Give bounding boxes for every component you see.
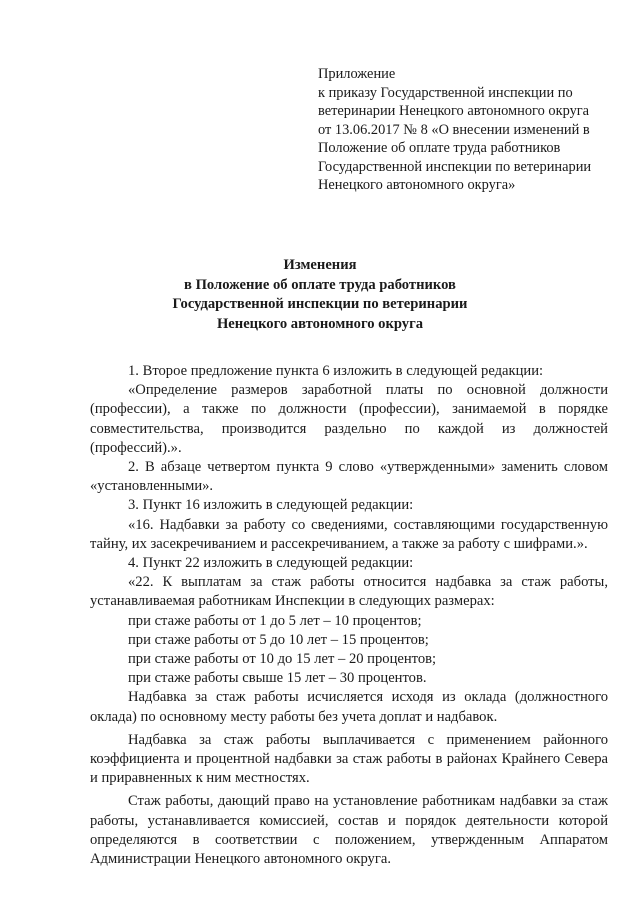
paragraph-quote-2: «16. Надбавки за работу со сведениями, составляющими государственную тайну, их засекречиванием и рассекречиванием, а также за работу с шифрами.». — [90, 516, 608, 552]
paragraph: Надбавка за стаж работы выплачивается с применением районного коэффициента и процентной надбавки за стаж работы в районах Крайнего Севера и приравненных к ним местностях. — [90, 731, 608, 787]
appendix-line: Положение об оплате труда работников — [318, 140, 561, 156]
paragraph-quote-3: «22. К выплатам за стаж работы относится надбавка за стаж работы, устанавливаемая работникам Инспекции в следующих размерах: — [90, 574, 608, 610]
appendix-line: Ненецкого автономного округа» — [318, 177, 516, 193]
list-item: при стаже работы свыше 15 лет – 30 процентов. — [128, 670, 427, 687]
appendix-line: ветеринарии Ненецкого автономного округа — [318, 103, 590, 119]
list-item: при стаже работы от 5 до 10 лет – 15 процентов; — [128, 631, 429, 648]
paragraph: Стаж работы, дающий право на установление работникам надбавки за стаж работы, устанавливается комиссией, состав и порядок деятельности которой определяются в соответствии с положением, утвержденным Аппаратом Администрации Ненецкого автономного округа. — [90, 793, 608, 868]
paragraph-item-1: 1. Второе предложение пункта 6 изложить в следующей редакции: — [128, 363, 544, 379]
title-line: в Положение об оплате труда работников — [184, 276, 456, 293]
title-line: Изменения — [283, 257, 357, 273]
title-line: Государственной инспекции по ветеринарии — [172, 296, 468, 313]
document-title — [60, 256, 580, 334]
paragraph-item-2: 2. В абзаце четвертом пункта 9 слово «утвержденными» заменить словом «установленными». — [90, 459, 608, 495]
paragraph-item-4: 4. Пункт 22 изложить в следующей редакции: — [128, 555, 414, 572]
appendix-line: от 13.06.2017 № 8 «О внесении изменений в — [318, 121, 590, 138]
appendix-line: Государственной инспекции по ветеринарии — [318, 158, 592, 175]
list-item: при стаже работы от 1 до 5 лет – 10 процентов; — [128, 612, 422, 629]
list-item: при стаже работы от 10 до 15 лет – 20 процентов; — [128, 651, 437, 668]
appendix-line: Приложение — [318, 66, 396, 82]
title-line: Ненецкого автономного округа — [216, 315, 424, 332]
appendix-line: к приказу Государственной инспекции по — [318, 84, 573, 101]
appendix-header — [318, 65, 618, 195]
document-body — [90, 362, 608, 869]
paragraph-quote-1: «Определение размеров заработной платы по основной должности (профессии), а также по должности (профессии), занимаемой в порядке совместительства, производится раздельно по каждой из должностей (профессий).». — [90, 382, 608, 456]
paragraph: Надбавка за стаж работы исчисляется исходя из оклада (должностного оклада) по основному месту работы без учета доплат и надбавок. — [90, 689, 608, 725]
paragraph-item-3: 3. Пункт 16 изложить в следующей редакции: — [128, 497, 414, 514]
